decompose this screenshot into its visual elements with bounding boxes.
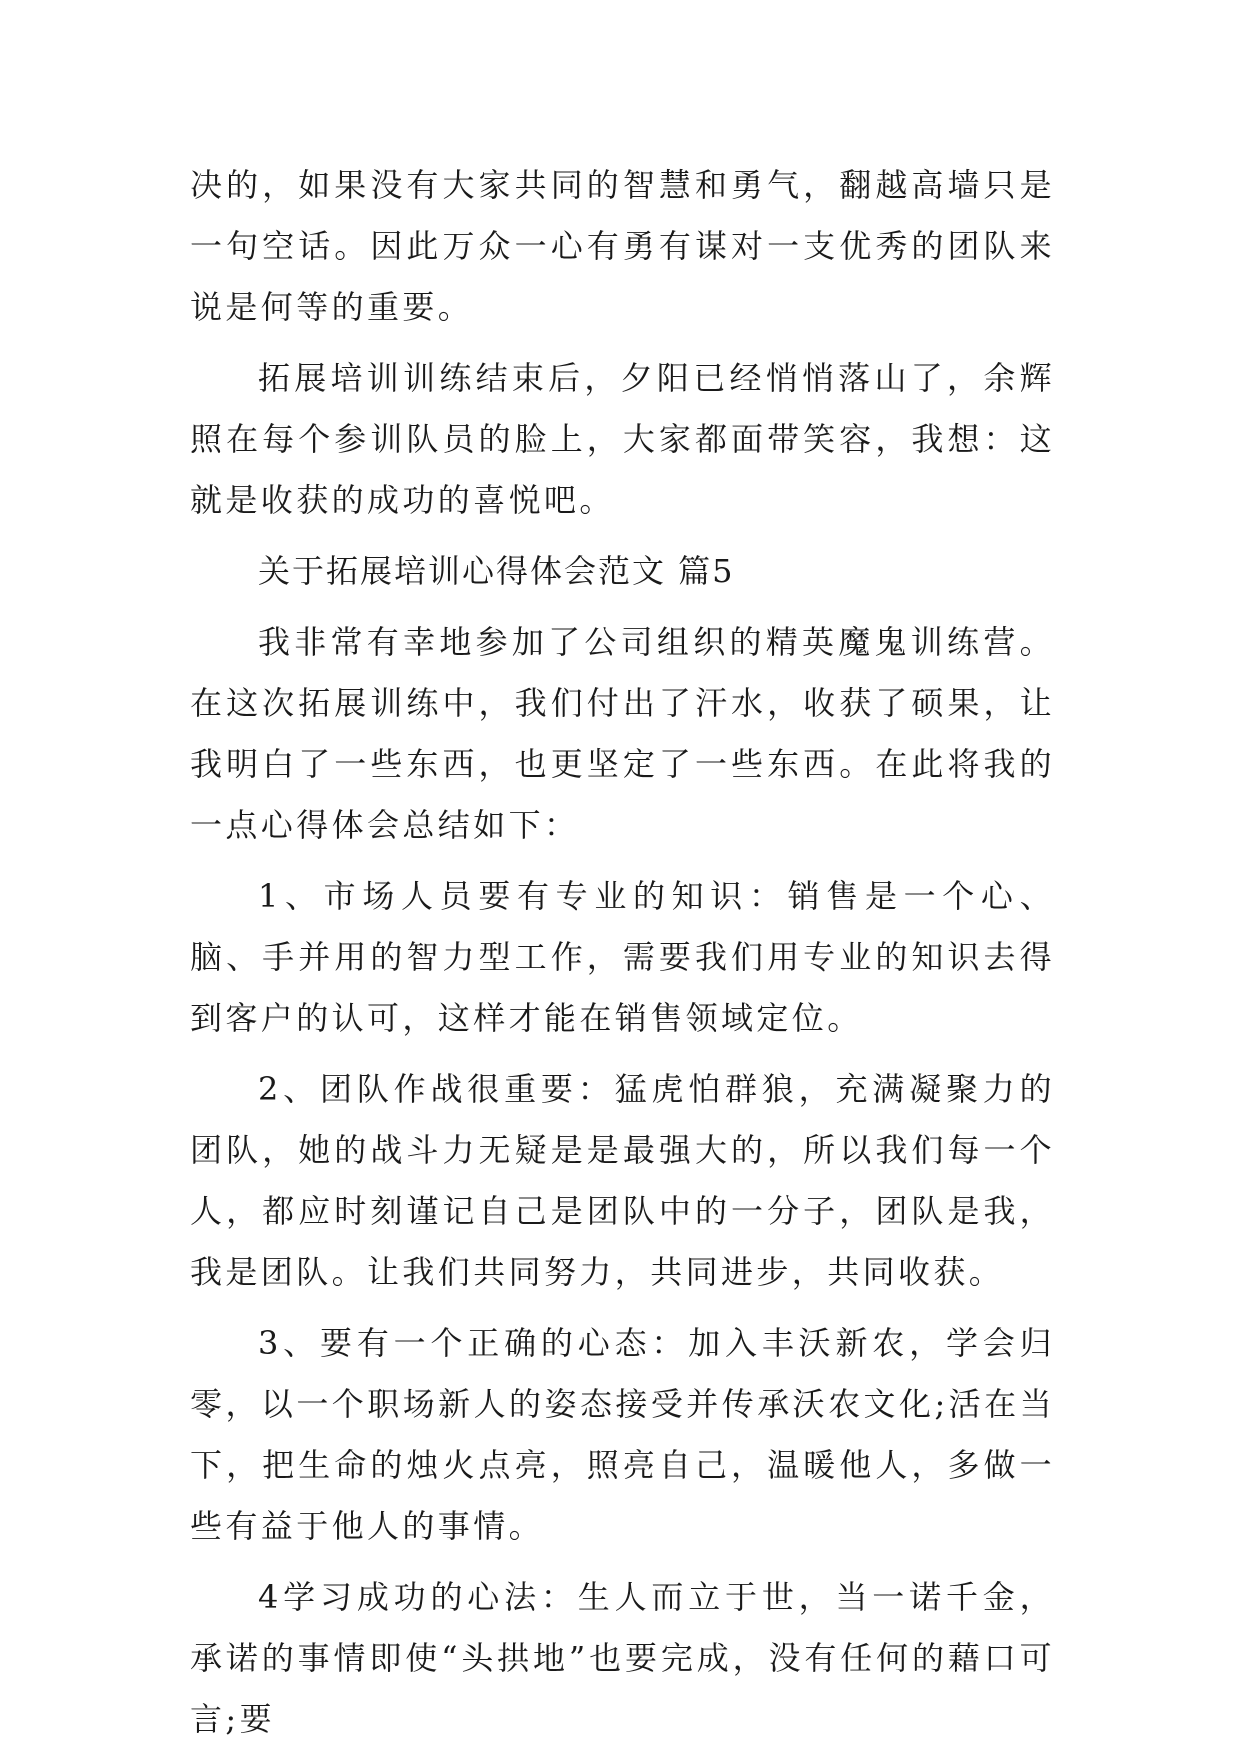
paragraph-point-3: 3、要有一个正确的心态：加入丰沃新农，学会归零，以一个职场新人的姿态接受并传承沃农文化;活在当下，把生命的烛火点亮，照亮自己，温暖他人，多做一些有益于他人的事情。 <box>190 1324 1055 1545</box>
paragraph-continued: 决的，如果没有大家共同的智慧和勇气，翻越高墙只是一句空话。因此万众一心有勇有谋对一支优秀的团队来说是何等的重要。 <box>190 166 1055 326</box>
paragraph-point-1: 1、市场人员要有专业的知识：销售是一个心、脑、手并用的智力型工作，需要我们用专业的知识去得到客户的认可，这样才能在销售领域定位。 <box>190 877 1055 1037</box>
paragraph-closing: 拓展培训训练结束后，夕阳已经悄悄落山了，余辉照在每个参训队员的脸上，大家都面带笑容，我想：这就是收获的成功的喜悦吧。 <box>190 359 1055 519</box>
paragraph-intro: 我非常有幸地参加了公司组织的精英魔鬼训练营。在这次拓展训练中，我们付出了汗水，收获了硕果，让我明白了一些东西，也更坚定了一些东西。在此将我的一点心得体会总结如下： <box>190 623 1055 844</box>
paragraph-point-2: 2、团队作战很重要：猛虎怕群狼，充满凝聚力的团队，她的战斗力无疑是是最强大的，所以我们每一个人，都应时刻谨记自己是团队中的一分子，团队是我，我是团队。让我们共同努力，共同进步，共同收获。 <box>190 1070 1055 1291</box>
document-body <box>190 155 1055 1760</box>
section-title: 关于拓展培训心得体会范文 篇5 <box>258 552 735 590</box>
paragraph-point-4: 4学习成功的心法：生人而立于世，当一诺千金，承诺的事情即使“头拱地”也要完成，没有任何的藉口可言;要 <box>190 1578 1055 1738</box>
